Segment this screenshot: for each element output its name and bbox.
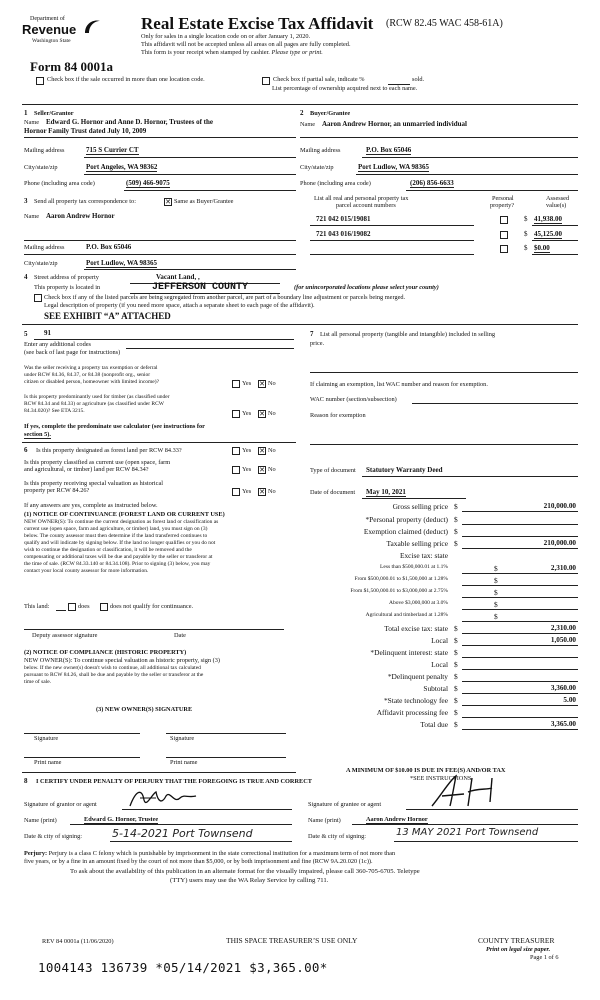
seller-mail-line <box>84 157 296 158</box>
land-does-not-label: does not qualify for continuance. <box>110 603 194 610</box>
tax-row-15-label: *Delinquent penalty <box>387 672 448 681</box>
cashier-stamp: 1004143 136739 *05/14/2021 $3,365.00* <box>38 960 328 975</box>
partial-sale-label: Check box if partial sale, indicate % <box>273 76 365 83</box>
tax-row-14-dollar: $ <box>454 660 458 669</box>
tax-row-7-line <box>462 585 578 586</box>
section-6-number: 6 <box>24 446 28 454</box>
tax-row-8-line <box>462 597 578 598</box>
buyer-phone-line <box>406 190 578 191</box>
section-3-number: 3 <box>24 197 28 205</box>
section-4-divider <box>22 324 578 325</box>
tax-row-1-dollar: $ <box>454 502 458 511</box>
seller-city-label: City/state/zip <box>24 164 58 171</box>
section-7-number: 7 <box>310 330 314 338</box>
parcel-row-2-value-line <box>532 240 578 241</box>
street-address-label: Street address of property <box>34 274 99 281</box>
tax-row-13-label: *Delinquent interest: state <box>370 648 448 657</box>
parcels-header-3a: Assessed <box>546 195 570 202</box>
grantor-date-city[interactable]: 5-14-2021 Port Townsend <box>112 827 253 840</box>
notice-continuance-title: (1) NOTICE OF CONTINUANCE (FOREST LAND OR CURRENT USE) <box>24 511 225 518</box>
see-back-note: (see back of last page for instructions) <box>24 349 121 356</box>
ownership-note: List percentage of ownership acquired next to each name. <box>272 85 418 92</box>
tax-row-10-dollar: $ <box>494 612 498 621</box>
section-1-number: 1 <box>24 109 28 117</box>
parcel-row-1-line <box>310 225 474 226</box>
tax-row-3-dollar: $ <box>454 527 458 536</box>
tax-row-13-dollar: $ <box>454 648 458 657</box>
wac-label: WAC number (section/subsection) <box>310 396 397 403</box>
section-5-q1-line2: under RCW 84.36, 84.37, or 84.38 (nonprofit org., senior <box>24 372 151 378</box>
doc-date[interactable]: May 10, 2021 <box>366 488 406 496</box>
tax-row-9-label: Above $3,000,000 at 3.0% <box>389 600 448 606</box>
seller-city[interactable]: Port Angeles, WA 98362 <box>86 163 158 171</box>
parcels-header-1a: List all real and personal property tax <box>314 195 409 202</box>
tax-row-9-dollar: $ <box>494 600 498 609</box>
grantor-name[interactable]: Edward G. Hornor, Trustee <box>84 816 159 823</box>
partial-sale-checkbox[interactable] <box>262 77 270 85</box>
parcel-row-2-value[interactable]: 45,125.00 <box>534 230 562 238</box>
section-5-q1-line3: citizen or disabled person, homeowner with limited income)? <box>24 379 160 385</box>
buyer-phone-label: Phone (including area code) <box>300 180 371 187</box>
new-owner-signature-label-1: Signature <box>34 735 59 742</box>
buyer-city[interactable]: Port Ludlow, WA 98365 <box>358 163 430 171</box>
new-owner-signature-label-2: Signature <box>170 735 195 742</box>
tax-row-16-line <box>462 693 578 694</box>
tax-row-14-label: Local <box>431 660 448 669</box>
tax-row-19-label: Total due <box>420 720 448 729</box>
section-8-divider <box>22 772 296 773</box>
tax-row-2-dollar: $ <box>454 515 458 524</box>
revenue-logo <box>22 14 106 52</box>
located-in-label: This property is located in <box>34 284 101 291</box>
tax-row-16-label: Subtotal <box>423 684 448 693</box>
notice-continuance-line-6: compensating or additional taxes will be due and payable by the seller or transferor at <box>24 554 213 560</box>
exhibit-note: SEE EXHIBIT “A” ATTACHED <box>44 311 171 321</box>
parcel-row-2-number[interactable]: 721 043 016/19082 <box>316 230 371 238</box>
notice-continuance-line-2: current use (open space, farm and agriculture, or timber) land, you must sign on (3) <box>24 526 208 532</box>
header-note-3a: This form is your receipt when stamped by cashier. <box>141 49 270 56</box>
parcel-row-1-dollar: $ <box>524 215 528 223</box>
doc-type-label: Type of document <box>310 467 356 474</box>
tax-row-16-dollar: $ <box>454 684 458 693</box>
seller-mail-label: Mailing address <box>24 147 65 154</box>
section-5-q2-no: No <box>268 410 276 417</box>
tax-row-4-label: Taxable selling price <box>386 539 448 548</box>
grantor-name-label: Name (print) <box>24 817 57 824</box>
grantor-signature[interactable] <box>126 786 206 810</box>
accessibility-line-1: To ask about the availability of this publication in an alternate format for the visually impaired, please call 360-705-6705. Teletype <box>70 868 420 875</box>
tax-row-9-line <box>462 609 578 610</box>
correspondence-mail[interactable]: P.O. Box 65046 <box>86 243 132 251</box>
logo-dept-line: Department of <box>30 16 65 22</box>
correspondence-city-line <box>84 269 296 270</box>
parcel-row-2-dollar: $ <box>524 230 528 238</box>
deputy-signature-label: Deputy assessor signature <box>32 632 98 639</box>
buyer-city-label: City/state/zip <box>300 164 334 171</box>
logo-state: Washington State <box>32 38 71 44</box>
section-6-q3-line2: property per RCW 84.26? <box>24 487 90 494</box>
section-5-divider <box>22 442 296 443</box>
header-note-3b: Please type or print. <box>271 49 323 56</box>
parcel-row-1-value[interactable]: 41,938.00 <box>534 215 562 223</box>
tax-row-18-line <box>462 717 578 718</box>
additional-codes-label: Enter any additional codes <box>24 341 91 348</box>
new-owner-signature-title: (3) NEW OWNER(S) SIGNATURE <box>96 706 193 713</box>
section-4-number: 4 <box>24 273 28 281</box>
correspondence-blank-line <box>24 254 296 255</box>
section-6-q3-yes: Yes <box>242 488 252 495</box>
new-owner-print-label-2: Print name <box>170 759 198 766</box>
section-5-q2-line1: Is this property predominantly used for timber (as classified under <box>24 394 170 400</box>
section-3-text <box>34 199 136 205</box>
same-as-buyer-label: Same as Buyer/Grantee <box>174 198 234 205</box>
deputy-date-label: Date <box>174 632 186 639</box>
use-code[interactable]: 91 <box>44 329 51 337</box>
buyer-mail-line <box>362 157 578 158</box>
section-5-q1-line1: Was the seller receiving a property tax exemption or deferral <box>24 365 158 371</box>
legal-size-note: Print on legal size paper. <box>486 946 551 953</box>
tax-row-6-line <box>462 573 578 574</box>
land-does-not-checkbox[interactable] <box>100 603 108 611</box>
section-5-q1-no: No <box>268 380 276 387</box>
parcel-row-2-line <box>310 240 474 241</box>
county-treasurer-label: COUNTY TREASURER <box>478 936 555 945</box>
same-as-buyer-checkbox[interactable]: ✕ <box>165 198 171 206</box>
tax-row-1-label: Gross selling price <box>392 502 448 511</box>
notice-continuance-line-7: the time of sale. (RCW 84.33.140 or 84.34.108). Prior to signing (3) below, you may <box>24 561 211 567</box>
section-6-q2-yes: Yes <box>242 466 252 473</box>
correspondence-city-label: City/state/zip <box>24 260 58 267</box>
correspondence-name[interactable]: Aaron Andrew Hornor <box>46 212 115 220</box>
parcels-header-1b: parcel account numbers <box>336 202 396 209</box>
parcel-row-3-line <box>310 254 474 255</box>
section-6-q1-yes: Yes <box>242 447 252 454</box>
section-5-q3-line1: If yes, complete the predominate use calculator (see instructions for <box>24 423 205 430</box>
accessibility-line-2: (TTY) users may use the WA Relay Service by calling 711. <box>170 877 329 884</box>
section-5-q2-no-checkbox[interactable]: ✕ <box>259 410 265 418</box>
correspondence-name-label: Name <box>24 213 40 220</box>
partial-sold-label: sold. <box>412 76 425 83</box>
seller-name-2[interactable]: Hornor Family Trust dated July 10, 2009 <box>24 127 147 135</box>
tax-row-11-line <box>462 633 578 634</box>
notice-continuance-line-4: qualify and will indicate by signing below. If the land no longer qualifies or you do not <box>24 540 216 546</box>
section-2-number: 2 <box>300 109 304 117</box>
county-name[interactable]: JEFFERSON COUNTY <box>152 282 249 293</box>
buyer-name-line <box>300 137 578 138</box>
logo-swoosh-icon <box>82 17 102 37</box>
use-code-line <box>34 339 294 340</box>
tax-row-16-value[interactable]: 3,360.00 <box>550 684 576 692</box>
wac-line <box>412 403 578 404</box>
section-5-q2-yes: Yes <box>242 410 252 417</box>
section-7-text: List all personal property (tangible and intangible) included in selling <box>320 331 496 338</box>
new-owner-print-line-1 <box>24 757 140 758</box>
correspondence-mail-label: Mailing address <box>24 244 65 251</box>
tax-row-11-dollar: $ <box>454 624 458 633</box>
multi-location-label: Check box if the sale occurred in more than one location code. <box>47 76 205 83</box>
section-6-q1-no-checkbox[interactable]: ✕ <box>259 447 265 455</box>
tax-row-19-value[interactable]: 3,365.00 <box>550 720 576 728</box>
tax-row-15-dollar: $ <box>454 672 458 681</box>
tax-row-13-line <box>462 657 578 658</box>
parcels-header-2a: Personal <box>492 195 514 202</box>
section-5-q2-line3: 84.34.020)? See ETA 3215. <box>24 408 85 414</box>
exemption-note: If claiming an exemption, list WAC number and reason for exemption. <box>310 381 488 388</box>
buyer-name-label: Name <box>300 121 316 128</box>
legal-description-label: Legal description of property (if you need more space, attach a separate sheet to each page of the affidavit). <box>44 302 315 309</box>
grantee-name-line <box>352 824 578 825</box>
header-note-1: Only for sales in a single location code on or after January 1, 2020. <box>141 33 311 40</box>
perjury-text-1: Perjury is a class C felony which is punishable by imprisonment in the state correctional institution for a maximum term of not more than <box>48 850 396 857</box>
tax-row-6-dollar: $ <box>494 564 498 573</box>
perjury-line-1 <box>24 851 395 857</box>
reason-label: Reason for exemption <box>310 412 366 419</box>
new-owner-print-line-2 <box>166 757 286 758</box>
doc-date-line <box>362 498 466 499</box>
parcel-row-3-dollar: $ <box>524 244 528 252</box>
seller-name[interactable]: Edward G. Hornor and Anne D. Hornor, Trustees of the <box>46 118 213 126</box>
grantee-signature-label: Signature of grantee or agent <box>308 801 382 808</box>
notice-continuance-line-3: below. The county assessor must then determine if the land transferred continues to <box>24 533 208 539</box>
section-6-q2-line2: and agricultural, or timber) land per RCW 84.34? <box>24 466 149 473</box>
grantee-signature[interactable] <box>428 772 518 810</box>
section-6-q3-line1: Is this property receiving special valuation as historical <box>24 480 164 487</box>
grantor-signature-label: Signature of grantor or agent <box>24 801 97 808</box>
doc-date-label: Date of document <box>310 489 356 496</box>
section-6-q1: Is this property designated as forest land per RCW 84.33? <box>36 447 182 454</box>
section-6-q3-yes-checkbox[interactable] <box>232 488 240 496</box>
correspondence-name-line <box>24 240 296 241</box>
this-land-line <box>56 610 66 611</box>
tax-row-17-line <box>462 705 578 706</box>
certify-statement: I CERTIFY UNDER PENALTY OF PERJURY THAT THE FOREGOING IS TRUE AND CORRECT <box>36 778 312 785</box>
grantee-date-city[interactable]: 13 MAY 2021 Port Townsend <box>396 827 539 838</box>
segregation-label: Check box if any of the listed parcels are being segregated from another parcel, are part of a boundary line adjustment or parcels being merged. <box>44 294 406 301</box>
seller-mail[interactable]: 715 S Currier CT <box>86 146 139 154</box>
tax-row-19-dollar: $ <box>454 720 458 729</box>
section-5-q3-line2: section 5). <box>24 431 51 438</box>
tax-row-12-dollar: $ <box>454 636 458 645</box>
tax-row-17-label: *State technology fee <box>383 696 448 705</box>
reason-line-1 <box>310 444 578 445</box>
logo-revenue: Revenue <box>22 22 77 37</box>
tax-row-12-line <box>462 645 578 646</box>
tax-row-8-dollar: $ <box>494 588 498 597</box>
section-5-q1-yes-checkbox[interactable] <box>232 380 240 388</box>
multi-location-checkbox[interactable] <box>36 77 44 85</box>
parcel-row-1-personal-checkbox[interactable] <box>500 216 508 224</box>
seller-phone[interactable]: (509) 466-9075 <box>126 179 170 187</box>
tax-row-18-dollar: $ <box>454 708 458 717</box>
tax-row-2-label: *Personal property (deduct) <box>365 515 448 524</box>
tax-row-7-label: From $500,000.01 to $1,500,000 at 1.28% <box>354 576 448 582</box>
page-number: Page 1 of 6 <box>530 954 559 961</box>
notice-compliance-line-3: pursuant to RCW 84.26, shall be due and payable by the seller or transferor at the <box>24 672 204 678</box>
parcel-row-3-value[interactable]: $0.00 <box>534 244 550 252</box>
grantee-date-line <box>394 841 578 842</box>
seller-phone-line <box>124 190 296 191</box>
buyer-name[interactable]: Aaron Andrew Hornor, an unmarried individual <box>322 120 467 128</box>
segregation-checkbox[interactable] <box>34 294 42 302</box>
section-5-q2-yes-checkbox[interactable] <box>232 410 240 418</box>
notice-compliance-line-1: NEW OWNER(S): To continue special valuation as historic property, sign (3) <box>24 657 221 664</box>
section-5-q1-yes: Yes <box>242 380 252 387</box>
seller-name-label: Name <box>24 119 40 126</box>
form-title: Real Estate Excise Tax Affidavit <box>141 14 374 33</box>
new-owner-sig-line-1 <box>24 733 140 734</box>
section-6-q2-yes-checkbox[interactable] <box>232 466 240 474</box>
personal-property-line-1 <box>310 372 578 373</box>
doc-type-line <box>362 476 578 477</box>
buyer-phone[interactable]: (206) 856-6633 <box>410 179 454 187</box>
tax-row-4-dollar: $ <box>454 539 458 548</box>
tax-row-3-line <box>462 536 578 537</box>
parcel-row-1-value-line <box>532 225 578 226</box>
tax-row-12-value[interactable]: 1,050.00 <box>550 636 576 644</box>
form-number: Form 84 0001a <box>30 59 114 74</box>
grantor-date-line <box>110 841 292 842</box>
street-address[interactable]: Vacant Land, , <box>156 273 200 281</box>
perjury-label: Perjury: <box>24 850 48 857</box>
section-6-q2-no: No <box>268 466 276 473</box>
notice-compliance-line-4: time of sale. <box>24 679 52 685</box>
section-6-q2-no-checkbox[interactable]: ✕ <box>259 466 265 474</box>
header-divider <box>22 104 578 105</box>
notice-continuance-line-1: NEW OWNER(S): To continue the current designation as forest land or classification as <box>24 519 219 525</box>
land-does-checkbox[interactable] <box>68 603 76 611</box>
tax-row-7-dollar: $ <box>494 576 498 585</box>
grantee-date-label: Date & city of signing: <box>308 833 367 840</box>
tax-row-4-value[interactable]: 210,000.00 <box>543 539 576 547</box>
section-6-if-yes: If any answers are yes, complete as instructed below. <box>24 502 158 509</box>
parcel-row-1-number[interactable]: 721 042 015/19081 <box>316 215 371 223</box>
tax-row-11-value[interactable]: 2,310.00 <box>550 624 576 632</box>
parcel-row-3-personal-checkbox[interactable] <box>500 245 508 253</box>
seller-city-line <box>84 174 296 175</box>
section-8-number: 8 <box>24 777 28 785</box>
buyer-city-line <box>356 174 578 175</box>
seller-phone-label: Phone (including area code) <box>24 180 95 187</box>
section-7-text-2: price. <box>310 340 325 347</box>
form-revision: REV 84 0001a (11/06/2020) <box>42 938 114 945</box>
tax-row-17-value[interactable]: 5.00 <box>563 696 576 704</box>
section-6-q1-yes-checkbox[interactable] <box>232 447 240 455</box>
tax-row-5-label: Excise tax: state <box>399 551 448 560</box>
tax-row-4-line <box>462 548 578 549</box>
tax-row-19-line <box>462 729 578 730</box>
buyer-mail[interactable]: P.O. Box 65046 <box>366 146 412 154</box>
grantor-name-line <box>70 824 292 825</box>
section-5-q1-no-checkbox[interactable]: ✕ <box>259 380 265 388</box>
grantee-name[interactable]: Aaron Andrew Hornor <box>366 816 428 823</box>
county-note: (for unincorporated locations please select your county) <box>294 284 439 291</box>
section-5-q2-line2: RCW 84.34 and 84.33) or agriculture (as classified under RCW <box>24 401 164 407</box>
seller-name-line <box>24 137 296 138</box>
form-rcw: (RCW 82.45 WAC 458-61A) <box>386 18 503 29</box>
treasurer-use-label: THIS SPACE TREASURER’S USE ONLY <box>226 936 358 945</box>
seller-heading: Seller/Grantor <box>34 110 74 117</box>
section-6-q1-no: No <box>268 447 276 454</box>
notice-compliance-line-2: below. If the new owner(s) doesn't wish to continue, all additional tax calculated <box>24 665 201 671</box>
tax-row-14-line <box>462 669 578 670</box>
tax-row-1-line <box>462 511 578 512</box>
see-instructions-note: *SEE INSTRUCTIONS <box>410 775 472 782</box>
tax-row-8-label: From $1,500,000.01 to $3,000,000 at 2.75% <box>350 588 448 594</box>
section-5-number: 5 <box>24 330 28 338</box>
tax-row-1-value[interactable]: 210,000.00 <box>543 502 576 510</box>
tax-row-3-label: Exemption claimed (deduct) <box>363 527 448 536</box>
correspondence-city[interactable]: Port Ludlow, WA 98365 <box>86 259 158 267</box>
doc-type[interactable]: Statutory Warranty Deed <box>366 466 443 474</box>
buyer-heading: Buyer/Grantee <box>310 110 351 117</box>
this-land-label: This land: <box>24 603 50 610</box>
deputy-signature-line <box>24 629 284 630</box>
perjury-line-2: five years, or by a fine in an amount fixed by the court of not more than $5,000, or by both imprisonment and fine (RCW 9A.20.020 (1c)). <box>24 858 373 865</box>
grantor-date-label: Date & city of signing: <box>24 833 83 840</box>
buyer-mail-label: Mailing address <box>300 147 341 154</box>
tax-row-11-label: Total excise tax: state <box>384 624 448 633</box>
notice-continuance-line-5: wish to continue the designation or classification, it will be removed and the <box>24 547 192 553</box>
tax-row-6-value[interactable]: 2,310.00 <box>550 564 576 572</box>
new-owner-sig-line-2 <box>166 733 286 734</box>
header-note-3 <box>141 50 323 56</box>
tax-row-15-line <box>462 681 578 682</box>
additional-codes-line <box>126 348 294 349</box>
tax-row-10-line <box>462 621 578 622</box>
minimum-due-note: A MINIMUM OF $10.00 IS DUE IN FEE(S) AND/OR TAX <box>346 767 506 774</box>
tax-row-10-label: Agricultural and timberland at 1.28% <box>365 612 448 618</box>
tax-row-6-label: Less than $500,000.01 at 1.1% <box>380 564 448 570</box>
tax-row-2-line <box>462 524 578 525</box>
parcel-row-2-personal-checkbox[interactable] <box>500 231 508 239</box>
land-does-label: does <box>78 603 90 610</box>
parcels-header-3b: value(s) <box>546 202 567 209</box>
correspondence-label: Send all property tax correspondence to: <box>34 198 136 205</box>
grantee-name-label: Name (print) <box>308 817 341 824</box>
tax-row-18-label: Affidavit processing fee <box>376 708 448 717</box>
section-6-q2-line1: Is this property classified as current use (open space, farm <box>24 459 171 466</box>
parcel-row-3-value-line <box>532 254 578 255</box>
new-owner-print-label-1: Print name <box>34 759 62 766</box>
header-note-2: This affidavit will not be accepted unless all areas on all pages are fully completed. <box>141 41 351 48</box>
section-6-q3-no-checkbox[interactable]: ✕ <box>259 488 265 496</box>
tax-row-17-dollar: $ <box>454 696 458 705</box>
notice-continuance-line-8: contact your local county assessor for more information. <box>24 568 149 574</box>
tax-row-12-label: Local <box>431 636 448 645</box>
notice-compliance-title: (2) NOTICE OF COMPLIANCE (HISTORIC PROPERTY) <box>24 649 187 656</box>
section-6-q3-no: No <box>268 488 276 495</box>
parcels-header-2b: property? <box>490 202 515 209</box>
